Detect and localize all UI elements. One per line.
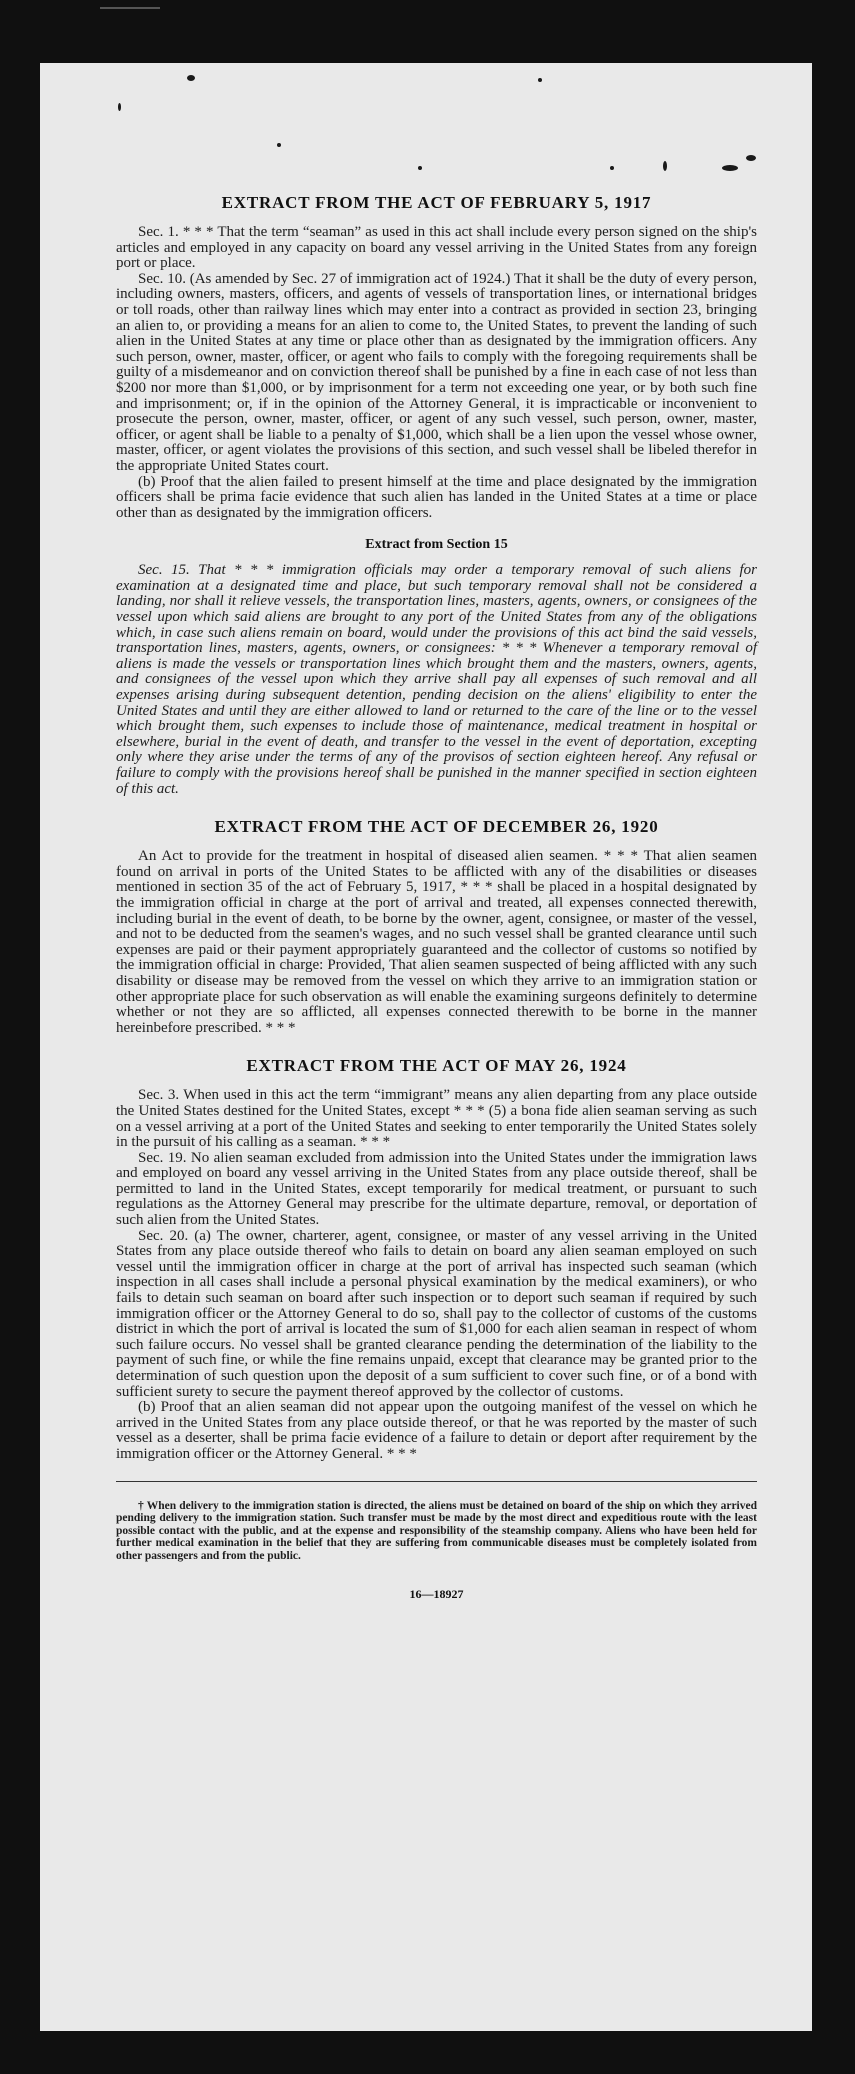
proof-b-paragraph: (b) Proof that the alien failed to present himself at the time and place designated by the immigration officers shall be prima facie evidence that such alien has landed in the United States at a time or place other than as designated by the immigration officers. (116, 473, 757, 521)
scan-speck (722, 165, 738, 171)
footnote: † When delivery to the immigration station is directed, the aliens must be detained on board of the ship on which they arrived pending delivery to the immigration station. Such transfer must be made by the most direct and expeditious route with the least possible contact with the public, and at the expense and responsibility of the steamship company. Aliens who have been held for further medical examination in the belief that they are suffering from communicable diseases must be completely isolated from other passengers and from the public. (116, 1499, 757, 1562)
scan-speck (418, 166, 422, 170)
heading-section-15: Extract from Section 15 (365, 537, 508, 553)
scan-speck (277, 143, 281, 147)
document-page (40, 63, 812, 2031)
scan-speck (663, 161, 667, 171)
heading-act-1917: EXTRACT FROM THE ACT OF FEBRUARY 5, 1917 (221, 193, 652, 212)
top-edge-mark (100, 7, 160, 9)
scan-speck (187, 75, 195, 81)
sec-19-paragraph: Sec. 19. No alien seaman excluded from admission into the United States under the immigration laws and employed on board any vessel arriving in the United States from any place outside thereof, shall be permitted to land in the United States, except temporarily for medical treatment, or pursuant to such regulations as the Attorney General may prescribe for the ultimate departure, removal, or deportation of such alien from the United States. (116, 1149, 757, 1229)
sec-10-paragraph: Sec. 10. (As amended by Sec. 27 of immigration act of 1924.) That it shall be the duty of every person, including owners, masters, officers, and agents of vessels of transportation lines, or international bridges or toll roads, other than railway lines which may enter into a contract as provided in section 23, bringing an alien to, or providing a means for an alien to come to, the United States, to prevent the landing of such alien in the United States at any time or place other than as designated by the immigration officers. Any such person, owner, master, officer, or agent who fails to comply with the foregoing requirements shall be guilty of a misdemeanor and on conviction thereof shall be punished by a fine in each case of not less than $200 nor more than $1,000, or by imprisonment for a term not exceeding one year, or by both such fine and imprisonment; or, if in the opinion of the Attorney General, it is impracticable or inconvenient to prosecute the person, owner, master, officer, or agent of any such vessel, such person, owner, master, officer, or agent shall be liable to a penalty of $1,000, which shall be a lien upon the vessel whose owner, master, officer, or agent violates the provisions of this section, and such vessel shall be libeled therefor in the appropriate United States court. (116, 270, 757, 474)
scan-speck (746, 155, 756, 161)
sec-1-paragraph: Sec. 1. * * * That the term “seaman” as used in this act shall include every person signed on the ship's articles and employed in any capacity on board any vessel arriving in the United States from any foreign port or place. (116, 224, 757, 272)
act-1920-paragraph: An Act to provide for the treatment in hospital of diseased alien seamen. * * * That alien seamen found on arrival in ports of the United States to be afflicted with any of the disabilities or diseases mentioned in section 35 of the act of February 5, 1917, * * * shall be placed in a hospital designated by the immigration official in charge at the port of arrival and treated, all expenses connected therewith, including burial in the event of death, to be borne by the owner, agent, consignee, or master of the vessel, and not to be deducted from the seamen's wages, and no such vessel shall be granted clearance until such expenses are paid or their payment appropriately guaranteed and the collector of customs so notified by the immigration official in charge: Provided, That alien seamen suspected of being afflicted with any such disability or disease may be removed from the vessel on which they arrive to an immigration station or other appropriate place for such observation as will enable the examining surgeons definitely to determine whether or not they are so afflicted, all expenses connected therewith to be borne in the manner hereinbefore prescribed. * * * (116, 848, 757, 1036)
form-number: 16—18927 (409, 1586, 464, 1601)
heading-act-1920: EXTRACT FROM THE ACT OF DECEMBER 26, 1920 (214, 817, 659, 837)
scan-speck (610, 166, 614, 170)
heading-act-1924: EXTRACT FROM THE ACT OF MAY 26, 1924 (246, 1056, 627, 1076)
sec-3-paragraph: Sec. 3. When used in this act the term “immigrant” means any alien departing from any place outside the United States destined for the United States, except * * * (5) a bona fide alien seaman serving as such on a vessel arriving at a port of the United States and seeking to enter temporarily the United States solely in the pursuit of his calling as a seaman. * * * (116, 1087, 757, 1151)
sec-20a-paragraph: Sec. 20. (a) The owner, charterer, agent, consignee, or master of any vessel arriving in the United States from any place outside thereof who fails to detain on board any alien seaman employed on such vessel until the immigration officer in charge at the port of arrival has inspected such seaman (which inspection in all cases shall include a personal physical examination by the medical examiners), or who fails to detain such seaman on board after such inspection or to deport such seaman if required by such immigration officer or the Attorney General to do so, shall pay to the collector of customs of the customs district in which the port of arrival is located the sum of $1,000 for each alien seaman in respect of whom such failure occurs. No vessel shall be granted clearance pending the determination of the liability to the payment of such fine, or while the fine remains unpaid, except that clearance may be granted prior to the determination of such question upon the deposit of a sum sufficient to cover such fine, or of a bond with sufficient surety to secure the payment thereof approved by the collector of customs. (116, 1227, 757, 1400)
scan-speck (118, 103, 121, 111)
sec-20b-paragraph: (b) Proof that an alien seaman did not appear upon the outgoing manifest of the vessel on which he arrived in the United States from any place outside thereof, or that he was reported by the master of such vessel as a deserter, shall be prima facie evidence of a failure to detain or deport after requirement by the immigration officer or the Attorney General. * * * (116, 1399, 757, 1462)
footnote-divider (116, 1481, 757, 1482)
sec-15-paragraph: Sec. 15. That * * * immigration officials may order a temporary removal of such aliens for examination at a designated time and place, but such temporary removal shall not be considered a landing, nor shall it relieve vessels, the transportation lines, masters, agents, owners, or consignees of the vessel upon which said aliens are brought to any port of the United States from any of the obligations which, in case such aliens remain on board, would under the provisions of this act bind the said vessels, transportation lines, masters, agents, owners, or consignees: * * * Whenever a temporary removal of aliens is made the vessels or transportation lines which brought them and the masters, owners, agents, and consignees of the vessel upon which they arrive shall pay all expenses of such removal and all expenses arising during subsequent detention, pending decision on the aliens' eligibility to enter the United States and until they are either allowed to land or returned to the care of the line or to the vessel which brought them, such expenses to include those of maintenance, medical treatment in hospital or elsewhere, burial in the event of death, and transfer to the vessel in the event of deportation, excepting only where they arise under the terms of any of the provisos of section eighteen hereof. Any refusal or failure to comply with the provisions hereof shall be punished in the manner specified in section eighteen of this act. (116, 562, 757, 797)
scan-speck (538, 78, 542, 82)
